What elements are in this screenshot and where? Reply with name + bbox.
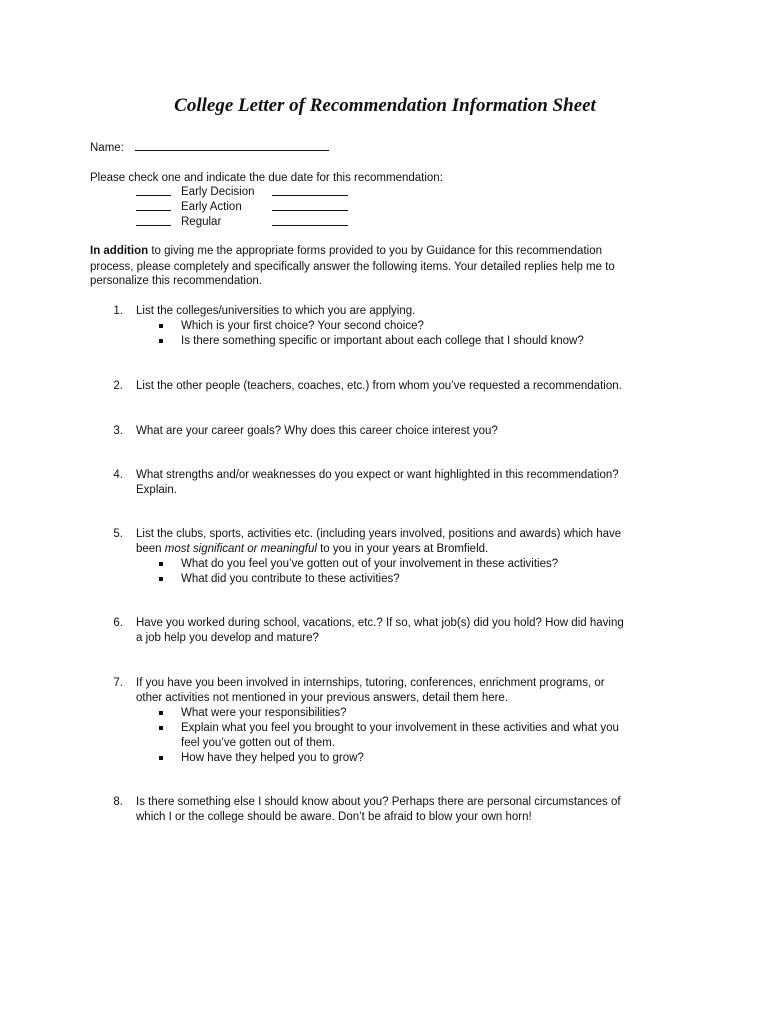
check-prompt: Please check one and indicate the due date for this recommendation: [90, 172, 443, 184]
item-number: 6. [113, 617, 123, 629]
item-number: 3. [113, 425, 123, 437]
option-early-action [136, 200, 242, 216]
item-text: If you have you been involved in internships, tutoring, conferences, enrichment programs, or [136, 677, 605, 689]
item-text: other activities not mentioned in your previous answers, detail them here. [136, 692, 509, 704]
item-text: List the colleges/universities to which you are applying. [136, 305, 416, 317]
item-text: which I or the college should be aware. Don’t be afraid to blow your own horn! [136, 811, 532, 823]
item-number: 7. [113, 677, 123, 689]
item-number: 4. [113, 469, 123, 481]
item-text: Have you worked during school, vacations, etc.? If so, what job(s) did you hold? How did having [136, 617, 624, 629]
item-text: a job help you develop and mature? [136, 632, 319, 644]
item-number: 8. [113, 796, 123, 808]
item-text: List the other people (teachers, coaches, etc.) from whom you’ve requested a recommendation. [136, 380, 622, 392]
name-label: Name: [90, 142, 124, 154]
intro-line-1: In addition to giving me the appropriate forms provided to you by Guidance for this recommendation [90, 245, 602, 257]
emphasis-text: most significant or meaningful [164, 543, 317, 555]
intro-line-2: process, please completely and specifically answer the following items. Your detailed replies help me to [90, 261, 615, 273]
item-number: 1. [113, 305, 123, 317]
bullet-text: Explain what you feel you brought to your involvement in these activities and what you [181, 722, 619, 734]
check-blank[interactable] [136, 200, 171, 211]
item-text: What strengths and/or weaknesses do you expect or want highlighted in this recommendation? [136, 469, 619, 481]
name-row [90, 140, 329, 156]
check-blank[interactable] [136, 185, 171, 196]
item-number: 2. [113, 380, 123, 392]
page-title: College Letter of Recommendation Information Sheet [174, 95, 596, 116]
due-date-blank[interactable] [272, 185, 348, 196]
bullet-text: Which is your first choice? Your second choice? [181, 320, 424, 332]
option-label: Regular [181, 216, 222, 228]
bullet-text: What did you contribute to these activities? [181, 573, 400, 585]
intro-line-3: personalize this recommendation. [90, 275, 262, 287]
item-text: What are your career goals? Why does this career choice interest you? [136, 425, 498, 437]
name-blank[interactable] [135, 140, 329, 151]
bullet-text: What do you feel you’ve gotten out of your involvement in these activities? [181, 558, 559, 570]
option-regular [136, 215, 222, 231]
item-text: List the clubs, sports, activities etc. (including years involved, positions and awards) which have [136, 528, 622, 540]
bullet-text: What were your responsibilities? [181, 707, 347, 719]
check-blank[interactable] [136, 215, 171, 226]
item-number: 5. [113, 528, 123, 540]
item-text: Is there something else I should know about you? Perhaps there are personal circumstances of [136, 796, 621, 808]
intro-bold: In addition [90, 245, 149, 257]
option-early-decision [136, 185, 255, 201]
bullet-text: feel you’ve gotten out of them. [181, 737, 336, 749]
bullet-text: How have they helped you to grow? [181, 752, 364, 764]
option-label: Early Decision [181, 186, 255, 198]
due-date-blank[interactable] [272, 215, 348, 226]
item-text: Explain. [136, 484, 177, 496]
due-date-blank[interactable] [272, 200, 348, 211]
item-text: been most significant or meaningful to you in your years at Bromfield. [136, 543, 489, 555]
option-label: Early Action [181, 201, 242, 213]
bullet-text: Is there something specific or important about each college that I should know? [181, 335, 584, 347]
